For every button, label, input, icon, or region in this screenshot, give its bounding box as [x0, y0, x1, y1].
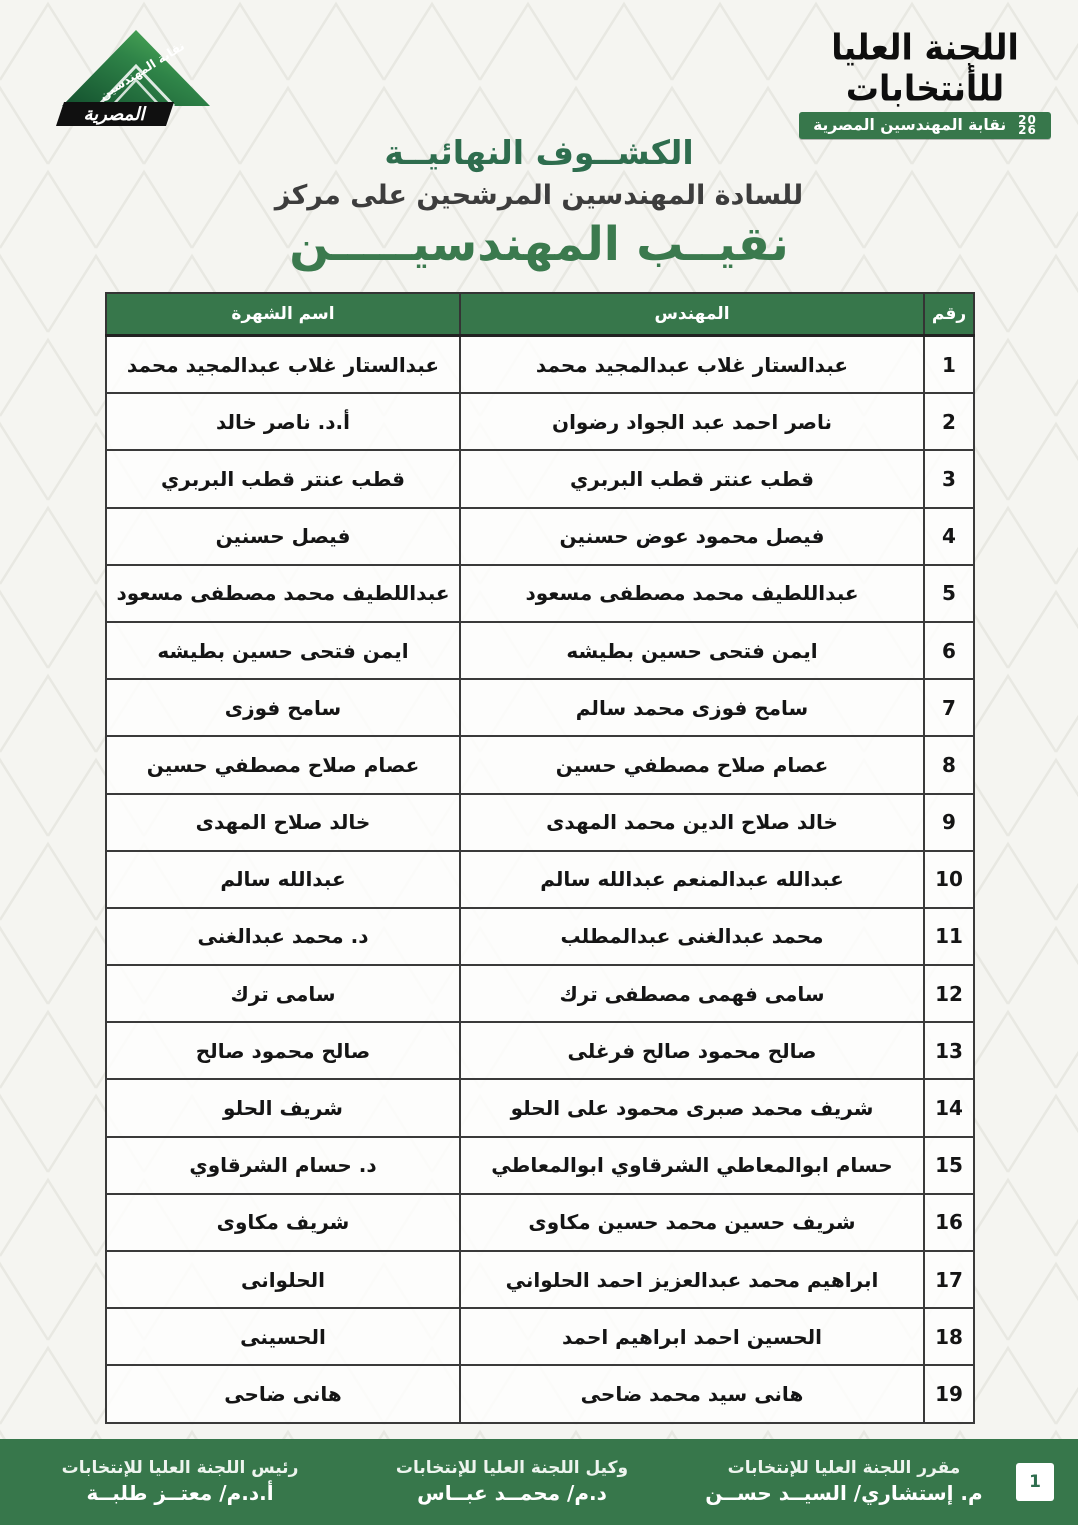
header-engineer: المهندس — [460, 293, 924, 336]
signatory-name: د.م/ محمــد عبــاس — [417, 1480, 607, 1505]
logo-slope-text: نقابة المهندسين — [96, 38, 187, 103]
row-number-cell: 13 — [924, 1022, 974, 1079]
row-number-cell: 7 — [924, 679, 974, 736]
alias-name-cell: ايمن فتحى حسين بطيشه — [106, 622, 460, 679]
committee-bar-text: نقابة المهندسين المصرية — [813, 116, 1007, 135]
row-number-cell: 4 — [924, 508, 974, 565]
table-row — [106, 1079, 974, 1136]
alias-name-cell: د. حسام الشرقاوي — [106, 1137, 460, 1194]
table-header-row — [106, 293, 974, 336]
engineer-name-cell: سامح فوزى محمد سالم — [460, 679, 924, 736]
row-number-cell: 10 — [924, 851, 974, 908]
titles-block — [0, 130, 1078, 274]
alias-name-cell: هانى ضاحى — [106, 1365, 460, 1422]
row-number-cell: 1 — [924, 336, 974, 394]
alias-name-cell: صالح محمود صالح — [106, 1022, 460, 1079]
row-number-cell: 9 — [924, 794, 974, 851]
row-number-cell: 5 — [924, 565, 974, 622]
elections-committee-mark — [780, 25, 1070, 139]
engineer-name-cell: محمد عبدالغنى عبدالمطلب — [460, 908, 924, 965]
page-title-position: نقيــب المهندسيـــــن — [289, 217, 789, 273]
signatory-title: رئيس اللجنة العليا للإنتخابات — [61, 1458, 299, 1479]
engineer-name-cell: حسام ابوالمعاطي الشرقاوي ابوالمعاطي — [460, 1137, 924, 1194]
candidates-table — [105, 292, 975, 1424]
engineer-name-cell: هانى سيد محمد ضاحى — [460, 1365, 924, 1422]
signatory-chairman — [14, 1457, 346, 1507]
table-row — [106, 908, 974, 965]
logo-banner-text: المصرية — [83, 104, 145, 125]
table-row — [106, 1137, 974, 1194]
table-row — [106, 1365, 974, 1422]
alias-name-cell: الحسينى — [106, 1308, 460, 1365]
engineer-name-cell: عبدالستار غلاب عبدالمجيد محمد — [460, 336, 924, 394]
table-row — [106, 508, 974, 565]
table-row — [106, 851, 974, 908]
page-number-box: 1 — [1016, 1463, 1054, 1501]
table-row — [106, 336, 974, 394]
alias-name-cell: شريف مكاوى — [106, 1194, 460, 1251]
engineer-name-cell: عبدالله عبدالمنعم عبدالله سالم — [460, 851, 924, 908]
committee-calligraphy-title: اللجنة العليا للأنتخابات — [831, 25, 1019, 109]
engineer-name-cell: فيصل محمود عوض حسنين — [460, 508, 924, 565]
table-row — [106, 679, 974, 736]
header-alias: اسم الشهرة — [106, 293, 460, 336]
row-number-cell: 2 — [924, 393, 974, 450]
alias-name-cell: قطب عنتر قطب البربري — [106, 450, 460, 507]
row-number-cell: 15 — [924, 1137, 974, 1194]
engineer-name-cell: الحسين احمد ابراهيم احمد — [460, 1308, 924, 1365]
table-row — [106, 965, 974, 1022]
row-number-cell: 11 — [924, 908, 974, 965]
signatory-title: وكيل اللجنة العليا للإنتخابات — [395, 1458, 629, 1479]
engineer-name-cell: عصام صلاح مصطفي حسين — [460, 736, 924, 793]
engineer-name-cell: قطب عنتر قطب البربري — [460, 450, 924, 507]
engineer-name-cell: ابراهيم محمد عبدالعزيز احمد الحلواني — [460, 1251, 924, 1308]
engineer-name-cell: خالد صلاح الدين محمد المهدى — [460, 794, 924, 851]
engineer-name-cell: ايمن فتحى حسين بطيشه — [460, 622, 924, 679]
table-row — [106, 736, 974, 793]
alias-name-cell: الحلوانى — [106, 1251, 460, 1308]
row-number-cell: 14 — [924, 1079, 974, 1136]
engineer-name-cell: شريف حسين محمد حسين مكاوى — [460, 1194, 924, 1251]
signatory-name: أ.د.م/ معتــز طلبــة — [86, 1480, 274, 1505]
engineer-name-cell: عبداللطيف محمد مصطفى مسعود — [460, 565, 924, 622]
engineer-name-cell: صالح محمود صالح فرغلى — [460, 1022, 924, 1079]
alias-name-cell: سامى ترك — [106, 965, 460, 1022]
table-row — [106, 1194, 974, 1251]
engineer-name-cell: سامى فهمى مصطفى ترك — [460, 965, 924, 1022]
alias-name-cell: د. محمد عبدالغنى — [106, 908, 460, 965]
year-badge: 20 26 — [1018, 113, 1037, 138]
table-row — [106, 622, 974, 679]
row-number-cell: 17 — [924, 1251, 974, 1308]
row-number-cell: 18 — [924, 1308, 974, 1365]
row-number-cell: 19 — [924, 1365, 974, 1422]
signatory-deputy — [346, 1457, 678, 1507]
alias-name-cell: عبدالله سالم — [106, 851, 460, 908]
table-row — [106, 393, 974, 450]
table-row — [106, 1308, 974, 1365]
engineer-name-cell: شريف محمد صبرى محمود على الحلو — [460, 1079, 924, 1136]
table-body — [106, 336, 974, 1423]
footer-signature-bar — [0, 1439, 1078, 1525]
row-number-cell: 12 — [924, 965, 974, 1022]
header-number: رقم — [924, 293, 974, 336]
alias-name-cell: عبداللطيف محمد مصطفى مسعود — [106, 565, 460, 622]
signatory-title: مقرر اللجنة العليا للإنتخابات — [727, 1458, 961, 1479]
table-row — [106, 1022, 974, 1079]
signatory-name: م. إستشاري/ السيــد حســن — [705, 1480, 983, 1505]
row-number-cell: 3 — [924, 450, 974, 507]
table-row — [106, 794, 974, 851]
alias-name-cell: سامح فوزى — [106, 679, 460, 736]
alias-name-cell: أ.د. ناصر خالد — [106, 393, 460, 450]
alias-name-cell: عبدالستار غلاب عبدالمجيد محمد — [106, 336, 460, 394]
alias-name-cell: عصام صلاح مصطفي حسين — [106, 736, 460, 793]
table-row — [106, 450, 974, 507]
engineers-syndicate-logo — [48, 18, 218, 143]
engineer-name-cell: ناصر احمد عبد الجواد رضوان — [460, 393, 924, 450]
row-number-cell: 6 — [924, 622, 974, 679]
table-row — [106, 565, 974, 622]
alias-name-cell: شريف الحلو — [106, 1079, 460, 1136]
alias-name-cell: خالد صلاح المهدى — [106, 794, 460, 851]
row-number-cell: 16 — [924, 1194, 974, 1251]
signatory-rapporteur — [678, 1457, 1010, 1507]
page-subtitle-candidates: للسادة المهندسين المرشحين على مركز — [274, 180, 804, 212]
table-row — [106, 1251, 974, 1308]
alias-name-cell: فيصل حسنين — [106, 508, 460, 565]
row-number-cell: 8 — [924, 736, 974, 793]
page-title-final-lists: الكشــوف النهائيــة — [384, 133, 694, 172]
